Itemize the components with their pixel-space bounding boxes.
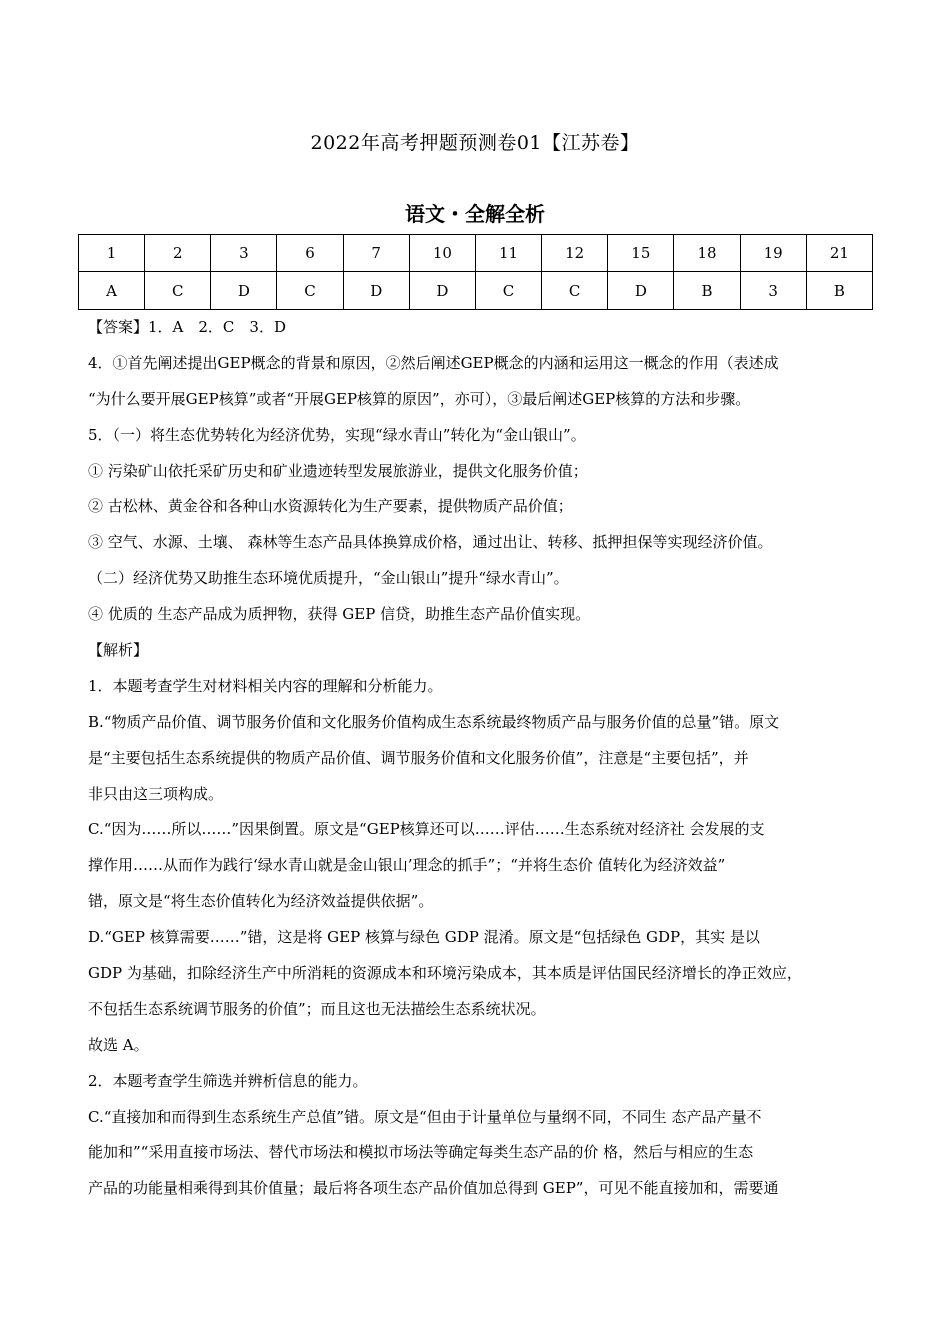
- answer-cell: C: [145, 272, 211, 310]
- answer-cell: D: [409, 272, 475, 310]
- answer-table: [78, 234, 873, 310]
- question-number-cell: 3: [211, 235, 277, 272]
- text-line: “为什么要开展GEP核算”或者“开展GEP核算的原因”，亦可），③最后阐述GEP核算的方法和步骤。: [88, 389, 751, 408]
- question-number-cell: 6: [277, 235, 343, 272]
- answer-table-number-row: [79, 235, 873, 272]
- answer-cell: A: [79, 272, 145, 310]
- analysis-heading: 【解析】: [88, 641, 149, 660]
- text-line: 故选 A。: [88, 1035, 149, 1054]
- question-number-cell: 11: [475, 235, 541, 272]
- text-line: GDP 为基础，扣除经济生产中所消耗的资源成本和环境污染成本，其本质是评估国民经济增长的净正效应，: [88, 964, 802, 983]
- question-number-cell: 7: [343, 235, 409, 272]
- analysis-body: [88, 310, 868, 1207]
- answer-summary-line: 【答案】1．A 2．C 3．D: [88, 318, 286, 336]
- answer-cell: D: [343, 272, 409, 310]
- question-number-cell: 15: [608, 235, 674, 272]
- answer-table-answer-row: [79, 272, 873, 310]
- text-line: D.“GEP 核算需要……”错，这是将 GEP 核算与绿色 GDP 混淆。原文是“包括绿色 GDP，其实 是以: [88, 928, 760, 947]
- question-number-cell: 19: [740, 235, 806, 272]
- text-line: ③ 空气、水源、土壤、 森林等生态产品具体换算成价格，通过出让、转移、抵押担保等实现经济价值。: [88, 533, 773, 552]
- answer-cell: 3: [740, 272, 806, 310]
- question-number-cell: 2: [145, 235, 211, 272]
- text-line: 撑作用……从而作为践行‘绿水青山就是金山银山’理念的抓手”；“并将生态价 值转化为经济效益”: [88, 856, 726, 875]
- text-line: 2．本题考查学生筛选并辨析信息的能力。: [88, 1071, 368, 1090]
- text-line: ① 污染矿山依托采矿历史和矿业遗迹转型发展旅游业，提供文化服务价值；: [88, 461, 588, 480]
- text-line: ④ 优质的 生态产品成为质押物，获得 GEP 信贷，助推生态产品价值实现。: [88, 605, 591, 624]
- text-line: B.“物质产品价值、调节服务价值和文化服务价值构成生态系统最终物质产品与服务价值的总量”错。原文: [88, 712, 780, 731]
- answer-cell: C: [542, 272, 608, 310]
- text-line: 不包括生态系统调节服务的价值”；而且这也无法描绘生态系统状况。: [88, 999, 546, 1018]
- text-line: C.“因为……所以……”因果倒置。原文是“GEP核算还可以……评估……生态系统对经济社 会发展的支: [88, 820, 765, 839]
- text-line: 1．本题考查学生对材料相关内容的理解和分析能力。: [88, 676, 443, 695]
- text-line: 非只由这三项构成。: [88, 784, 224, 803]
- text-line: 能加和”“采用直接市场法、替代市场法和模拟市场法等确定每类生态产品的价 格，然后与相应的生态: [88, 1143, 754, 1162]
- answer-cell: D: [211, 272, 277, 310]
- document-subtitle: 语文・全解全析: [405, 202, 545, 226]
- text-line: 是“主要包括生态系统提供的物质产品价值、调节服务价值和文化服务价值”，注意是“主要包括”，并: [88, 748, 749, 767]
- answer-cell: C: [475, 272, 541, 310]
- text-line: （二）经济优势又助推生态环境优质提升，“金山银山”提升“绿水青山”。: [88, 569, 569, 588]
- text-line: ② 古松林、黄金谷和各种山水资源转化为生产要素，提供物质产品价值；: [88, 497, 573, 516]
- text-line: 4．①首先阐述提出GEP概念的背景和原因，②然后阐述GEP概念的内涵和运用这一概念的作用（表述成: [88, 353, 779, 372]
- question-number-cell: 18: [674, 235, 740, 272]
- question-number-cell: 12: [542, 235, 608, 272]
- question-number-cell: 21: [806, 235, 872, 272]
- answer-cell: B: [806, 272, 872, 310]
- text-line: 产品的功能量相乘得到其价值量；最后将各项生态产品价值加总得到 GEP”，可见不能直接加和，需要通: [88, 1179, 779, 1198]
- text-line: 错，原文是“将生态价值转化为经济效益提供依据”。: [88, 892, 434, 911]
- question-number-cell: 10: [409, 235, 475, 272]
- question-number-cell: 1: [79, 235, 145, 272]
- document-title: 2022年高考押题预测卷01【江苏卷】: [310, 132, 640, 154]
- text-line: 5．（一）将生态优势转化为经济优势，实现“绿水青山”转化为“金山银山”。: [88, 425, 586, 444]
- text-line: C.“直接加和而得到生态系统生产总值”错。原文是“但由于计量单位与量纲不同，不同生 态产品产量不: [88, 1107, 762, 1126]
- answer-cell: C: [277, 272, 343, 310]
- answer-cell: D: [608, 272, 674, 310]
- answer-cell: B: [674, 272, 740, 310]
